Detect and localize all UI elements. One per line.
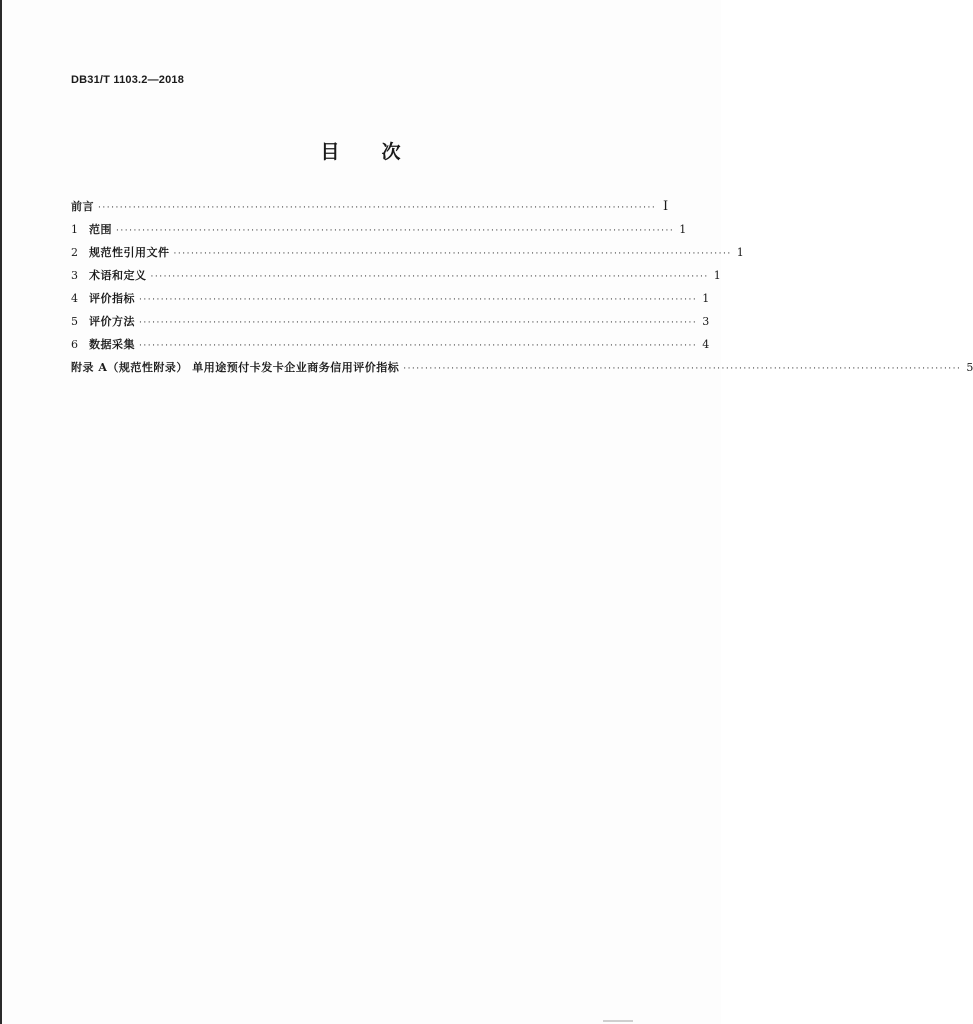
toc-entry-page: 5 bbox=[966, 361, 973, 374]
toc-entry-number: 1 bbox=[71, 223, 78, 236]
scan-artifact bbox=[603, 1020, 633, 1022]
toc-entry-page: 3 bbox=[702, 315, 710, 328]
toc-leader-dots: ································································································································ bbox=[139, 341, 698, 351]
page-title: 目次 bbox=[320, 141, 443, 163]
toc-entry-appendix-a[interactable] bbox=[71, 359, 973, 382]
toc-entry-number: 6 bbox=[71, 338, 78, 351]
toc-entry-page: 4 bbox=[702, 338, 710, 351]
toc-entry-number: 2 bbox=[71, 246, 78, 259]
toc-leader-dots: ································································································································ bbox=[116, 226, 675, 236]
toc-leader-dots: ································································································································ bbox=[98, 203, 657, 213]
toc-entry-3[interactable] bbox=[71, 267, 721, 290]
toc-leader-dots: ································································································································ bbox=[139, 295, 698, 305]
toc-entry-label: 评价方法 bbox=[89, 315, 135, 328]
toc-entry-4[interactable] bbox=[71, 290, 710, 313]
toc-entry-label: 范围 bbox=[89, 223, 112, 236]
toc-entry-page: 1 bbox=[702, 292, 710, 305]
toc-leader-dots: ································································································································ bbox=[403, 364, 962, 374]
toc-entry-page: 1 bbox=[736, 246, 744, 259]
toc-entry-page: 1 bbox=[713, 269, 721, 282]
toc-entry-number: 3 bbox=[71, 269, 78, 282]
toc-entry-label: 规范性引用文件 bbox=[89, 246, 170, 259]
toc-entry-2[interactable] bbox=[71, 244, 744, 267]
toc-entry-label: 评价指标 bbox=[89, 292, 135, 305]
toc-entry-5[interactable] bbox=[71, 313, 710, 336]
toc-entry-number: 4 bbox=[71, 292, 78, 305]
toc-entry-1[interactable] bbox=[71, 221, 687, 244]
toc-entry-label: 前言 bbox=[71, 200, 94, 213]
toc-entry-foreword[interactable] bbox=[71, 198, 669, 221]
toc-entry-page: I bbox=[663, 199, 669, 214]
toc-entry-number: 5 bbox=[71, 315, 78, 328]
document-code: DB31/T 1103.2—2018 bbox=[71, 74, 185, 86]
toc-entry-label: 附录 A（规范性附录） 单用途预付卡发卡企业商务信用评价指标 bbox=[71, 361, 400, 374]
toc-entry-label: 数据采集 bbox=[89, 338, 135, 351]
toc-entry-label: 术语和定义 bbox=[89, 269, 147, 282]
toc-entry-page: 1 bbox=[679, 223, 687, 236]
toc-leader-dots: ································································································································ bbox=[150, 272, 709, 282]
toc-leader-dots: ································································································································ bbox=[139, 318, 698, 328]
toc-entry-6[interactable] bbox=[71, 336, 710, 359]
toc-leader-dots: ································································································································ bbox=[173, 249, 732, 259]
table-of-contents bbox=[71, 198, 973, 382]
